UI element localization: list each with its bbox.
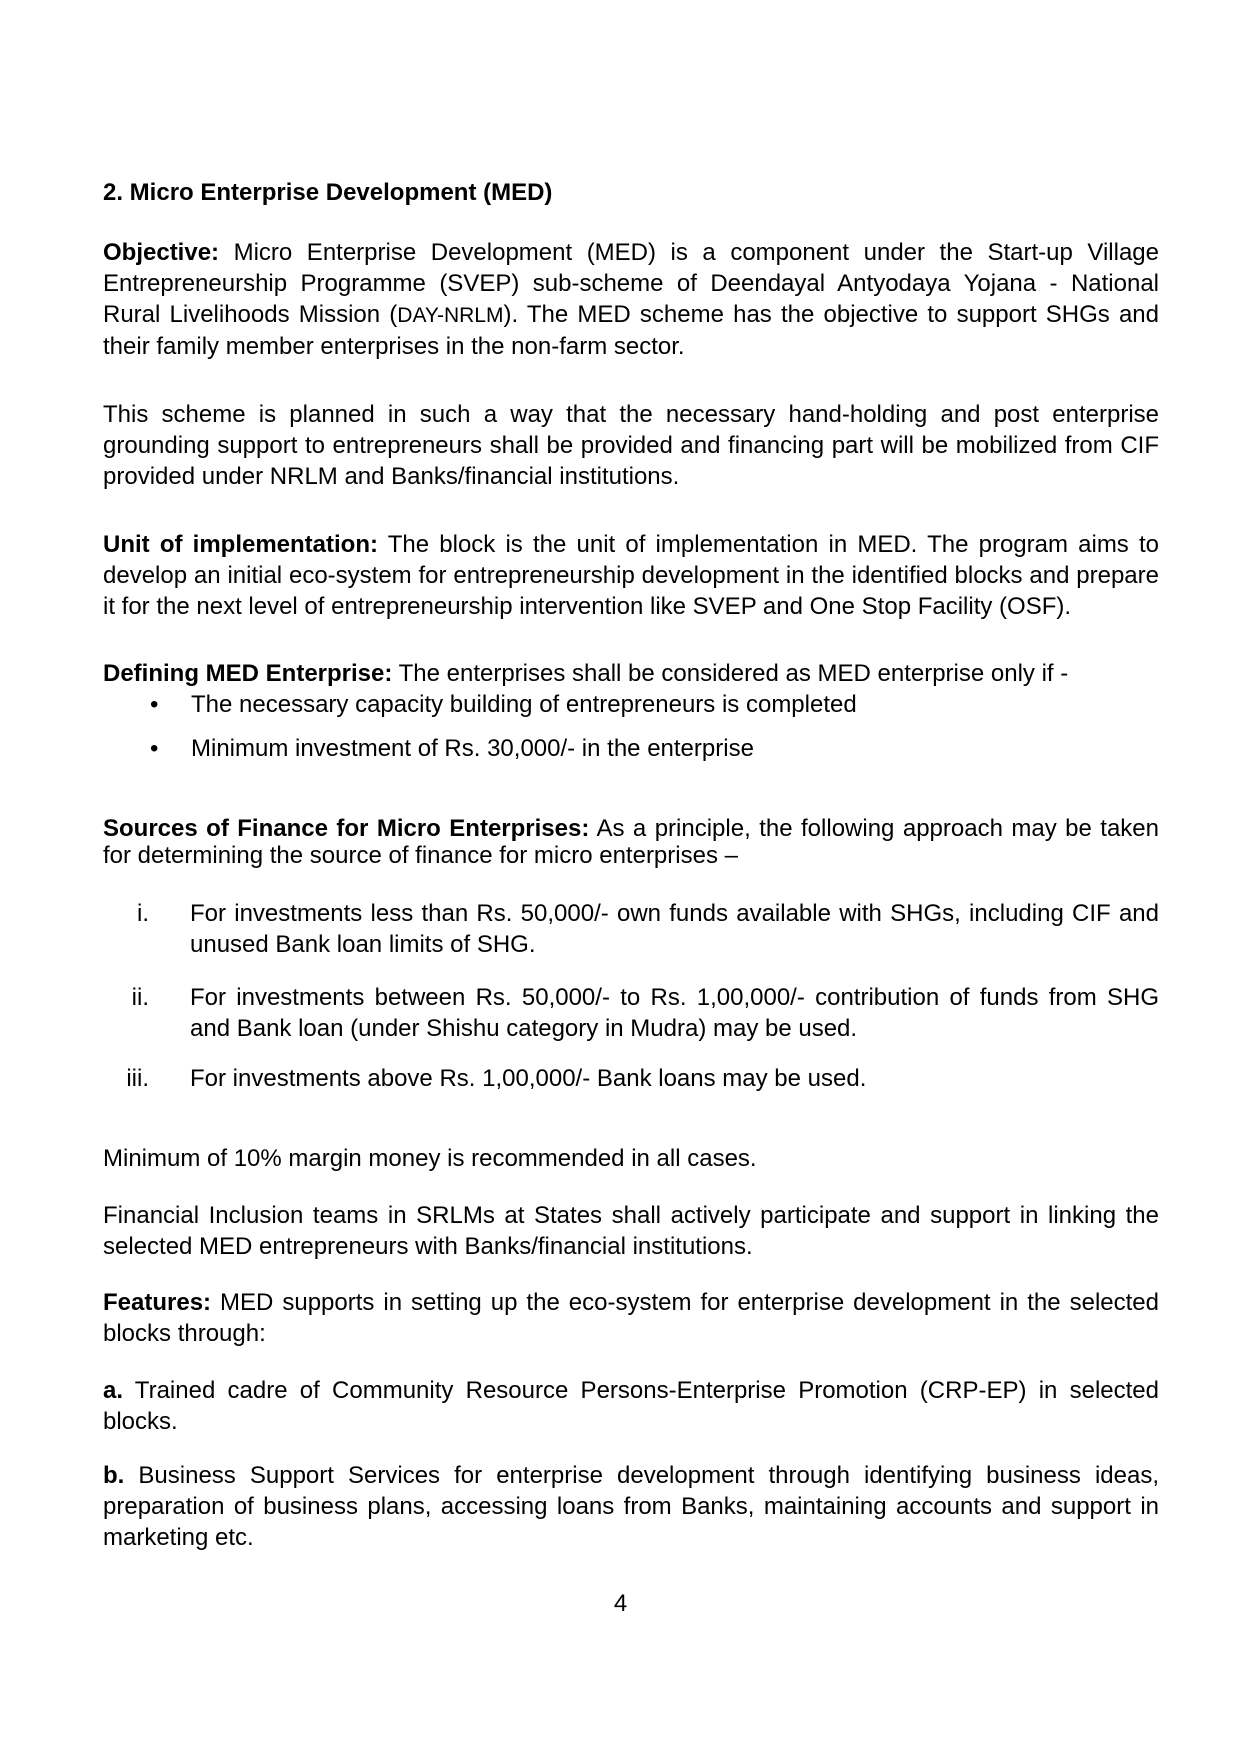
paragraph-scheme-plan: This scheme is planned in such a way that the necessary hand-holding and post enterprise grounding support to entrepreneurs shall be provided and financing part will be mobilized from CIF provided under NRLM and Banks/financial institutions. [103, 401, 1159, 490]
bullet-text: The necessary capacity building of entrepreneurs is completed [191, 691, 857, 718]
sources-text: As a principle, the following approach may be taken for determining the source of finance for micro enterprises – [103, 815, 1159, 869]
feature-b-text: Business Support Services for enterprise development through identifying business ideas, preparation of business plans, accessing loans from Banks, maintaining accounts and support in marketing etc. [103, 1462, 1159, 1551]
list-item-text: For investments between Rs. 50,000/- to Rs. 1,00,000/- contribution of funds from SHG and Bank loan (under Shishu category in Mudra) may be used. [190, 984, 1159, 1042]
list-item-text: For investments above Rs. 1,00,000/- Bank loans may be used. [190, 1065, 867, 1092]
paragraph-financial-inclusion: Financial Inclusion teams in SRLMs at States shall actively participate and support in linking the selected MED entrepreneurs with Banks/financial institutions. [103, 1202, 1159, 1260]
list-item [103, 1063, 1159, 1094]
objective-text-1: Micro Enterprise Development (MED) is a component under the Start-up Village Entrepreneurship Programme (SVEP) sub-scheme of Deendayal Antyodaya Yojana - National Rural Livelihoods Mission ( [103, 239, 1159, 328]
paragraph-objective [103, 237, 1159, 362]
list-item [103, 982, 1159, 1044]
bullet-icon: • [150, 735, 159, 762]
day-nrlm-acronym: DAY-NRLM [397, 304, 504, 327]
defining-label: Defining MED Enterprise: [103, 660, 393, 687]
feature-a-text: Trained cadre of Community Resource Persons-Enterprise Promotion (CRP-EP) in selected blocks. [103, 1377, 1159, 1435]
list-item [103, 898, 1159, 960]
bullet-text: Minimum investment of Rs. 30,000/- in the enterprise [191, 735, 754, 762]
unit-text: The block is the unit of implementation in MED. The program aims to develop an initial eco-system for entrepreneurship development in the identified blocks and prepare it for the next level of entrepreneurship intervention like SVEP and One Stop Facility (OSF). [103, 531, 1159, 620]
list-marker: i. [137, 900, 149, 927]
list-item-text: For investments less than Rs. 50,000/- own funds available with SHGs, including CIF and unused Bank loan limits of SHG. [190, 900, 1159, 958]
feature-a-label: a. [103, 1377, 124, 1404]
paragraph-margin-money: Minimum of 10% margin money is recommended in all cases. [103, 1145, 757, 1172]
page-number: 4 [613, 1590, 628, 1617]
paragraph-defining-med [103, 658, 1159, 689]
unit-label: Unit of implementation: [103, 531, 378, 558]
paragraph-features [103, 1287, 1159, 1349]
defining-text: The enterprises shall be considered as MED enterprise only if - [392, 660, 1069, 687]
finance-options-list [103, 898, 1159, 1094]
list-marker: ii. [131, 984, 149, 1011]
features-text: MED supports in setting up the eco-system for enterprise development in the selected blocks through: [103, 1289, 1159, 1347]
list-item [103, 733, 1159, 764]
objective-label: Objective: [103, 239, 220, 266]
feature-b-label: b. [103, 1462, 125, 1489]
features-label: Features: [103, 1289, 212, 1316]
sources-label: Sources of Finance for Micro Enterprises: [103, 815, 590, 842]
list-marker: iii. [126, 1065, 149, 1092]
bullet-icon: • [150, 691, 159, 718]
objective-text-2: ). The MED scheme has the objective to support SHGs and their family member enterprises in the non-farm sector. [103, 301, 1159, 360]
paragraph-unit-of-implementation [103, 529, 1159, 622]
paragraph-feature-a [103, 1375, 1159, 1437]
paragraph-sources-of-finance [103, 815, 1159, 869]
list-item [103, 689, 1159, 720]
defining-bullet-list [103, 689, 1159, 764]
paragraph-feature-b [103, 1460, 1159, 1553]
section-heading: 2. Micro Enterprise Development (MED) [103, 179, 553, 206]
